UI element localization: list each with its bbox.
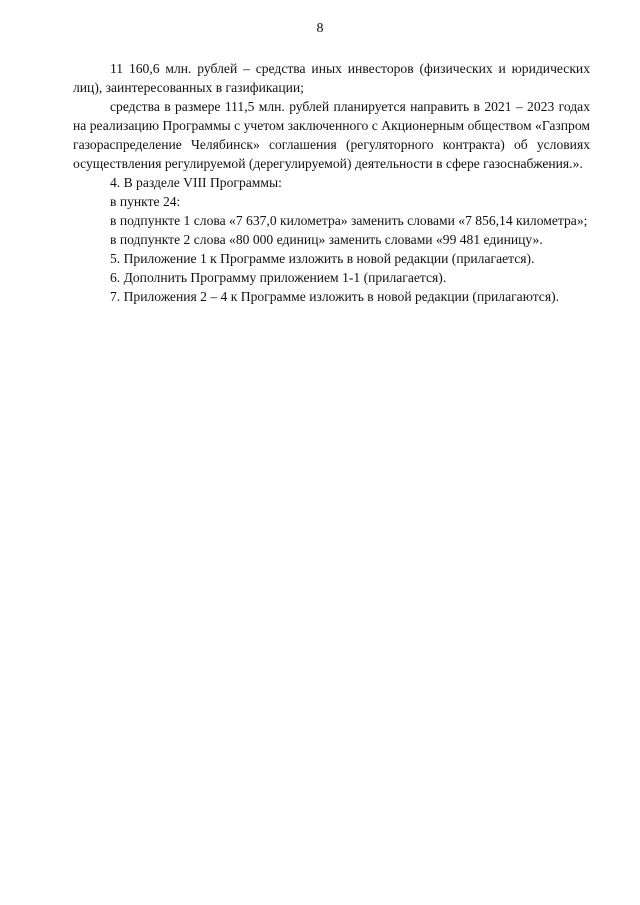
page-number: 8 <box>316 21 324 36</box>
paragraph-appendices-2-4: 7. Приложения 2 – 4 к Программе изложить в новой редакции (прилагаются). <box>110 289 560 304</box>
paragraph-investors: 11 160,6 млн. рублей – средства иных инвесторов (физических и юридических лиц), заинтересованных в газификации; <box>73 61 590 95</box>
paragraph-appendix-1-1: 6. Дополнить Программу приложением 1-1 (прилагается). <box>110 270 447 285</box>
document-body <box>73 59 590 306</box>
paragraph-point-24: в пункте 24: <box>110 194 181 209</box>
paragraph-section-viii: 4. В разделе VIII Программы: <box>110 175 282 190</box>
paragraph-subpoint-1: в подпункте 1 слова «7 637,0 километра» заменить словами «7 856,14 километра»; <box>110 213 588 228</box>
paragraph-subpoint-2: в подпункте 2 слова «80 000 единиц» заменить словами «99 481 единицу». <box>110 232 543 247</box>
paragraph-appendix-1: 5. Приложение 1 к Программе изложить в новой редакции (прилагается). <box>110 251 535 266</box>
paragraph-funding: средства в размере 111,5 млн. рублей планируется направить в 2021 – 2023 годах на реализацию Программы с учетом заключенного с Акционерным обществом «Газпром газораспределение Челябинск» соглашения (регуляторного контракта) об условиях осуществления регулируемой (дерегулируемой) деятельности в сфере газоснабжения.». <box>73 99 590 171</box>
